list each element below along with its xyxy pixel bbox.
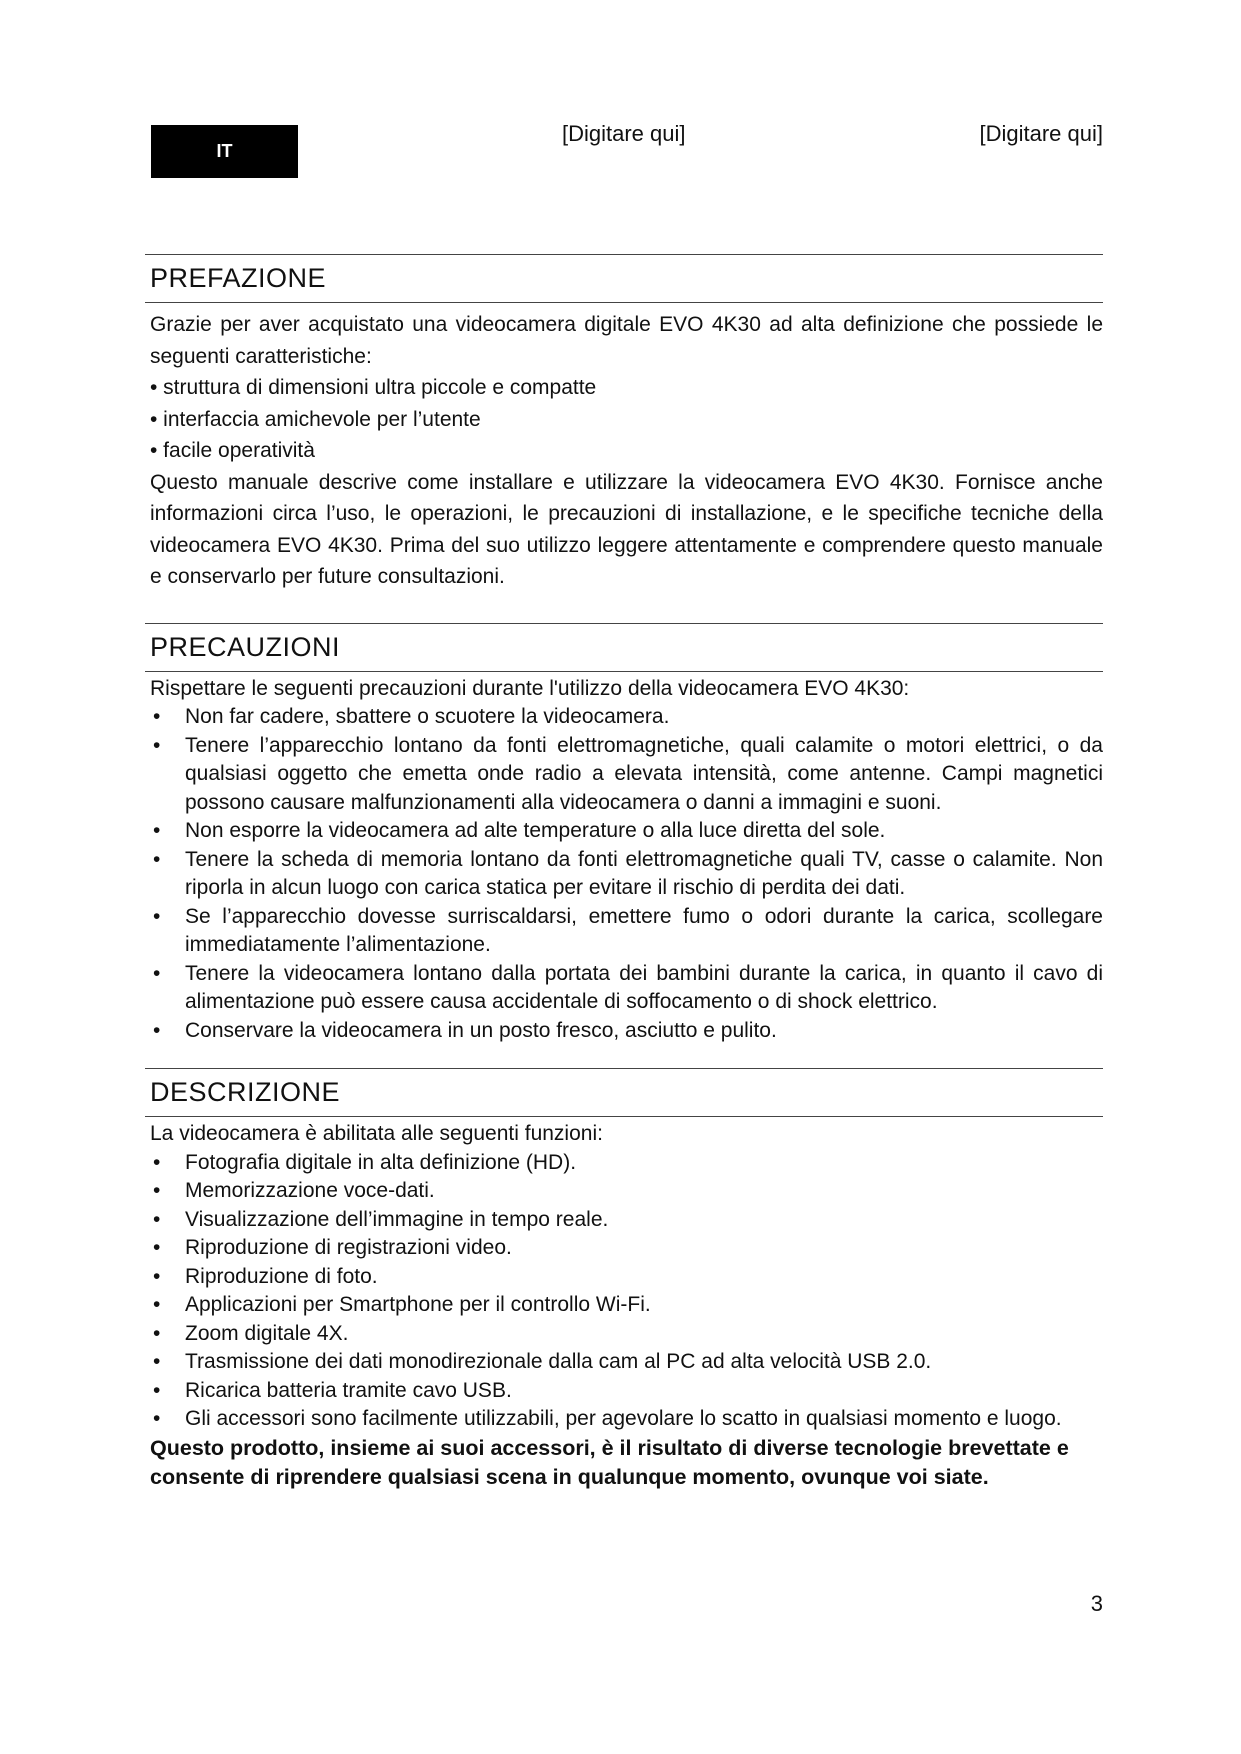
section-title-descrizione: DESCRIZIONE xyxy=(145,1068,1103,1117)
section-title-prefazione: PREFAZIONE xyxy=(145,254,1103,303)
list-item: • Ricarica batteria tramite cavo USB. xyxy=(150,1377,1103,1406)
section-title-precauzioni: PRECAUZIONI xyxy=(145,623,1103,672)
list-item: • Fotografia digitale in alta definizione (HD). xyxy=(150,1149,1103,1178)
list-item: • Gli accessori sono facilmente utilizzabili, per agevolare lo scatto in qualsiasi momento e luogo. xyxy=(150,1405,1103,1434)
list-item: • facile operatività xyxy=(150,439,315,462)
descrizione-list xyxy=(150,1149,1103,1434)
document-body xyxy=(150,254,1103,1492)
list-item: • Tenere la scheda di memoria lontano da fonti elettromagnetiche quali TV, casse o calamite. Non riporla in alcun luogo con carica statica per evitare il rischio di perdita dei dati. xyxy=(150,846,1103,903)
list-item: • Non far cadere, sbattere o scuotere la videocamera. xyxy=(150,703,1103,732)
page-number: 3 xyxy=(1090,1591,1103,1616)
precauzioni-list xyxy=(150,703,1103,1045)
list-item: • Memorizzazione voce-dati. xyxy=(150,1177,1103,1206)
language-label: IT xyxy=(216,141,233,161)
header-placeholder-right: [Digitare qui] xyxy=(979,121,1103,146)
list-item: • Non esporre la videocamera ad alte temperature o alla luce diretta del sole. xyxy=(150,817,1103,846)
header-placeholder-center: [Digitare qui] xyxy=(562,121,686,146)
precauzioni-intro: Rispettare le seguenti precauzioni durante l'utilizzo della videocamera EVO 4K30: xyxy=(150,676,910,700)
prefazione-intro: Grazie per aver acquistato una videocamera digitale EVO 4K30 ad alta definizione che possiede le seguenti caratteristiche: xyxy=(150,313,1103,368)
prefazione-feature-list xyxy=(150,372,1103,467)
descrizione-closing: Questo prodotto, insieme ai suoi accessori, è il risultato di diverse tecnologie brevettate e consente di riprendere qualsiasi scena in qualunque momento, ovunque voi siate. xyxy=(150,1435,1069,1489)
language-badge xyxy=(151,125,298,178)
list-item: • Se l’apparecchio dovesse surriscaldarsi, emettere fumo o odori durante la carica, scollegare immediatamente l’alimentazione. xyxy=(150,903,1103,960)
list-item: • Conservare la videocamera in un posto fresco, asciutto e pulito. xyxy=(150,1017,1103,1046)
list-item: • Tenere la videocamera lontano dalla portata dei bambini durante la carica, in quanto il cavo di alimentazione può essere causa accidentale di soffocamento o di shock elettrico. xyxy=(150,960,1103,1017)
list-item: • Riproduzione di registrazioni video. xyxy=(150,1234,1103,1263)
list-item: • Riproduzione di foto. xyxy=(150,1263,1103,1292)
list-item: • Trasmissione dei dati monodirezionale dalla cam al PC ad alta velocità USB 2.0. xyxy=(150,1348,1103,1377)
descrizione-intro: La videocamera è abilitata alle seguenti funzioni: xyxy=(150,1122,603,1145)
prefazione-body: Questo manuale descrive come installare e utilizzare la videocamera EVO 4K30. Fornisce anche informazioni circa l’uso, le operazioni, le precauzioni di installazione, e le specifiche tecniche della videocamera EVO 4K30. Prima del suo utilizzo leggere attentamente e comprendere questo manuale e conservarlo per future consultazioni. xyxy=(150,470,1103,588)
list-item: • interfaccia amichevole per l’utente xyxy=(150,407,481,431)
list-item: • Tenere l’apparecchio lontano da fonti elettromagnetiche, quali calamite o motori elettrici, o da qualsiasi oggetto che emetta onde radio a elevata intensità, come antenne. Campi magnetici possono causare malfunzionamenti alla videocamera o danni a immagini e suoni. xyxy=(150,732,1103,818)
list-item: • Applicazioni per Smartphone per il controllo Wi-Fi. xyxy=(150,1291,1103,1320)
list-item: • struttura di dimensioni ultra piccole e compatte xyxy=(150,376,597,399)
list-item: • Visualizzazione dell’immagine in tempo reale. xyxy=(150,1206,1103,1235)
list-item: • Zoom digitale 4X. xyxy=(150,1320,1103,1349)
